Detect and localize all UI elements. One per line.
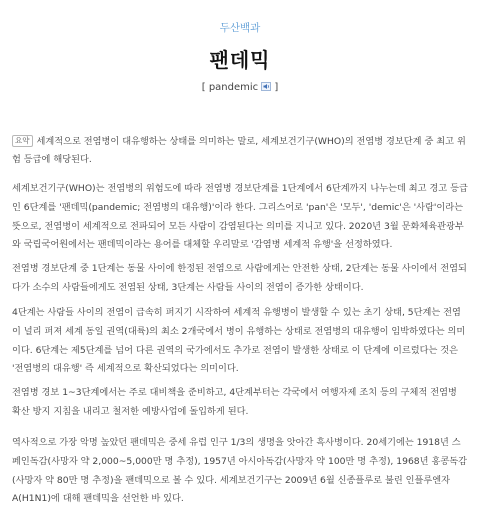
pronunciation-open-bracket: [ (201, 82, 209, 93)
pronunciation-close-bracket: ] (271, 82, 279, 93)
page-title: 팬데믹 (209, 48, 271, 72)
summary-badge: 요약 (12, 135, 33, 147)
paragraph-stages-1-3: 전염병 경보단계 중 1단계는 동물 사이에 한정된 전염으로 사람에게는 안전한 상태, 2단계는 동물 사이에서 전염되다가 소수의 사람들에게도 전염된 상태, 3단계는 사람들 사이의 전염이 증가한 상태이다. (12, 263, 467, 293)
paragraph-stages-4-6: 4단계는 사람들 사이의 전염이 급속히 퍼지기 시작하여 세계적 유행병이 발생할 수 있는 초기 상태, 5단계는 전염이 널리 퍼져 세계 동일 권역(대륙)의 최소 2개국에서 병이 유행하는 상태로 전염병의 대유행이 임박하였다는 의미이다. 6단계는 제5단계를 넘어 다른 권역의 국가에서도 추가로 전염이 발생한 상태로 이 단계에 이르렀다는 것은 '전염병의 대유행' 즉 세계적으로 확산되었다는 의미이다. (12, 307, 466, 375)
speaker-icon[interactable] (261, 82, 271, 91)
source-link[interactable]: 두산백과 (219, 22, 261, 34)
paragraph-definition: 세계보건기구(WHO)는 전염병의 위험도에 따라 전염병 경보단계를 1단계에서 6단계까지 나누는데 최고 경고 등급인 6단계를 '팬데믹(pandemic; 전염병의 대유행)'이라 한다. 그리스어로 'pan'은 '모두', 'demic'은 '사람'이라는 뜻으로, 전염병이 세계적으로 전파되어 모든 사람이 감염된다는 의미를 지니고 있다. 2020년 3월 문화체육관광부와 국립국어원에서는 팬데믹이라는 용어를 대체할 우리말로 '감염병 세계적 유행'을 선정하였다. (12, 183, 468, 251)
summary-text: 세계적으로 전염병이 대유행하는 상태를 의미하는 말로, 세계보건기구(WHO)의 전염병 경보단계 중 최고 위험 등급에 해당된다. (12, 136, 466, 165)
paragraph-response: 전염병 경보 1~3단계에서는 주로 대비책을 준비하고, 4단계부터는 각국에서 여행자제 조치 등의 구체적 전염병 확산 방지 지침을 내리고 철저한 예방사업에 돌입하게 된다. (12, 387, 457, 417)
pronunciation-word: pandemic (208, 82, 259, 93)
summary (12, 133, 468, 169)
paragraph-history: 역사적으로 가장 악명 높았던 팬데믹은 중세 유럽 인구 1/3의 생명을 앗아간 흑사병이다. 20세기에는 1918년 스페인독감(사망자 약 2,000~5,000만 명 추정), 1957년 아시아독감(사망자 약 100만 명 추정), 1968년 홍콩독감(사망자 약 80만 명 추정)을 팬데믹으로 볼 수 있다. 세계보건기구는 2009년 6월 신종플루로 불린 인플루엔자 A(H1N1)에 대해 팬데믹을 선언한 바 있다. (12, 437, 467, 505)
pronunciation (0, 82, 480, 93)
